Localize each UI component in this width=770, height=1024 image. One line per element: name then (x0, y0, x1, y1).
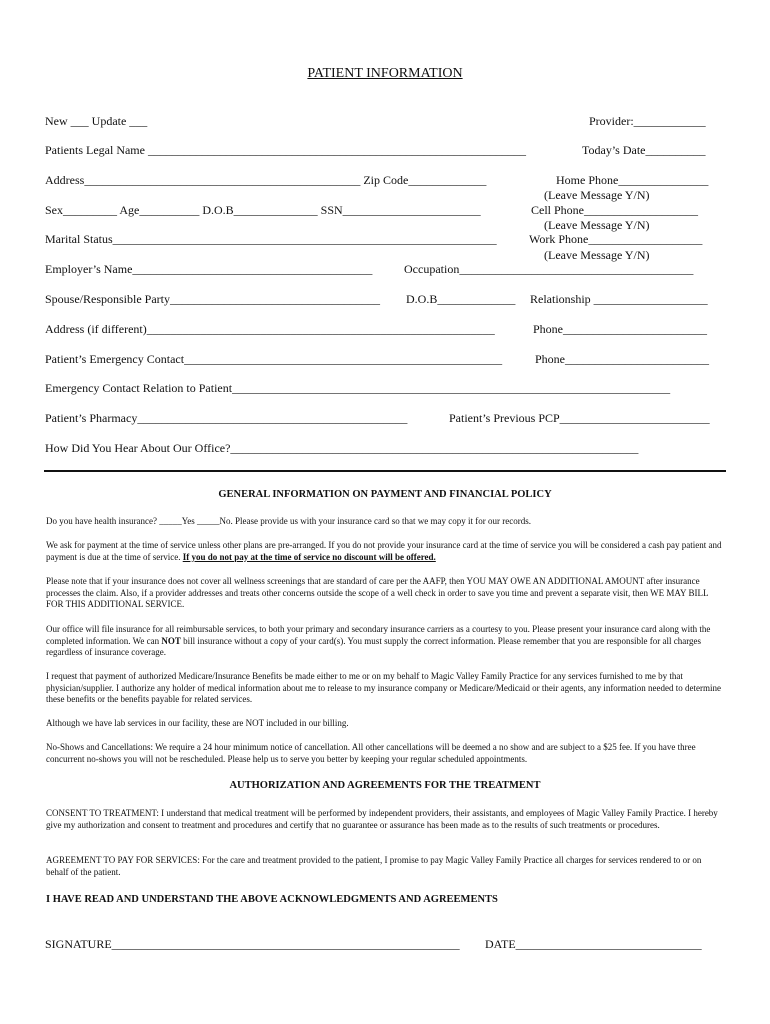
no-show-policy: No-Shows and Cancellations: We require a 24 hour minimum notice of cancellation. All other cancellations will be deemed a no show and are subject to a $25 fee. If you have three concurrent no-shows you will not be rescheduled. Please help us to serve you better by keeping your regular scheduled appointments. (46, 742, 696, 764)
insurance-filing-paragraph (46, 624, 726, 659)
address-zip-field[interactable]: Address______________________________________________ Zip Code_____________ (45, 173, 487, 187)
authorization-heading: AUTHORIZATION AND AGREEMENTS FOR THE TREATMENT (229, 780, 541, 791)
no-discount-warning: If you do not pay at the time of service no discount will be offered. (182, 551, 436, 562)
wellness-paragraph: Please note that if your insurance does not cover all wellness screenings that are standard of care per the AAFP, then YOU MAY OWE AN ADDITIONAL AMOUNT after insurance processes the claim. Also, if a provider addresses and treats other concerns outside the scope of a well check in order to save you time and prevent a separate visit, then WE MAY BILL FOR THIS ADDITIONAL SERVICE. (46, 576, 709, 610)
consent-to-treatment: CONSENT TO TREATMENT: I understand that medical treatment will be performed by independent providers, their assistants, and employees of Magic Valley Family Practice. I hereby give my authorization and consent to treatment and procedures and certify that no guarantee or assurance has been made as to the results of such treatments or procedures. (46, 808, 718, 830)
spouse-dob-field[interactable]: D.O.B_____________ (406, 292, 516, 306)
emergency-phone-field[interactable]: Phone________________________ (535, 352, 709, 366)
spouse-field[interactable]: Spouse/Responsible Party___________________________________ (45, 292, 380, 306)
todays-date-field[interactable]: Today’s Date__________ (582, 143, 706, 157)
work-phone-field[interactable]: Work Phone___________________ (529, 232, 703, 246)
sex-age-dob-ssn-field[interactable]: Sex_________ Age__________ D.O.B______________ SSN_______________________ (45, 203, 481, 217)
provider-field[interactable]: Provider:____________ (589, 114, 706, 128)
not-emphasis: NOT (161, 635, 181, 646)
leave-message-note: (Leave Message Y/N) (544, 218, 650, 232)
payment-paragraph (46, 540, 726, 563)
marital-status-field[interactable]: Marital Status________________________________________________________________ (45, 232, 497, 246)
filing-text: Our office will file insurance for all reimbursable services, to both your primary and secondary insurance carriers as a courtesy to you. Please present your insurance card along with the completed information. We can (46, 624, 711, 646)
date-field[interactable]: DATE_______________________________ (485, 937, 702, 951)
insurance-question: Do you have health insurance? _____Yes _____No. Please provide us with your insurance card so that we may copy it for our records. (46, 516, 531, 526)
phone-field[interactable]: Phone________________________ (533, 322, 707, 336)
emergency-contact-field[interactable]: Patient’s Emergency Contact_____________________________________________________ (45, 352, 503, 366)
financial-policy-heading: GENERAL INFORMATION ON PAYMENT AND FINANCIAL POLICY (218, 489, 552, 500)
lab-services-note: Although we have lab services in our facility, these are NOT included in our billing. (46, 718, 349, 728)
employer-field[interactable]: Employer’s Name________________________________________ (45, 262, 373, 276)
relationship-field[interactable]: Relationship ___________________ (530, 292, 708, 306)
occupation-field[interactable]: Occupation_______________________________________ (404, 262, 694, 276)
pharmacy-field[interactable]: Patient’s Pharmacy_____________________________________________ (45, 411, 408, 425)
acknowledgment-statement: I HAVE READ AND UNDERSTAND THE ABOVE ACKNOWLEDGMENTS AND AGREEMENTS (46, 894, 498, 905)
legal-name-field[interactable]: Patients Legal Name _______________________________________________________________ (45, 143, 526, 157)
payment-text: We ask for payment at the time of service unless other plans are pre-arranged. If you do not provide your insurance card at the time of service you will be considered a cash pay patient and payment is due at the time of service. (46, 540, 722, 562)
section-divider (44, 470, 726, 472)
hear-about-field[interactable]: How Did You Hear About Our Office?____________________________________________________________________ (45, 441, 639, 455)
leave-message-note: (Leave Message Y/N) (544, 188, 650, 202)
address-different-field[interactable]: Address (if different)__________________________________________________________ (45, 322, 495, 336)
page-title: PATIENT INFORMATION (307, 66, 463, 81)
benefits-authorization-paragraph: I request that payment of authorized Medicare/Insurance Benefits be made either to me or on my behalf to Magic Valley Family Practice for any services furnished to me by that physician/supplier. I authorize any holder of medical information about me to release to my insurance company or Medicare/Medicaid or their agents, any information needed to determine these benefits or the benefits payable for related services. (46, 671, 722, 705)
previous-pcp-field[interactable]: Patient’s Previous PCP_________________________ (449, 411, 710, 425)
home-phone-field[interactable]: Home Phone_______________ (556, 173, 709, 187)
new-update-field[interactable]: New ___ Update ___ (45, 114, 148, 128)
signature-field[interactable]: SIGNATURE__________________________________________________________ (45, 937, 460, 951)
filing-text-continued: bill insurance without a copy of your card(s). You must supply the correct information. Please remember that you are responsible for all charges regardless of insurance coverage. (46, 635, 702, 658)
leave-message-note: (Leave Message Y/N) (544, 248, 650, 262)
agreement-to-pay: AGREEMENT TO PAY FOR SERVICES: For the care and treatment provided to the patient, I promise to pay Magic Valley Family Practice all charges for services rendered to or on behalf of the patient. (46, 855, 702, 877)
emergency-relation-field[interactable]: Emergency Contact Relation to Patient_________________________________________________________________________ (45, 381, 671, 395)
cell-phone-field[interactable]: Cell Phone___________________ (531, 203, 698, 217)
